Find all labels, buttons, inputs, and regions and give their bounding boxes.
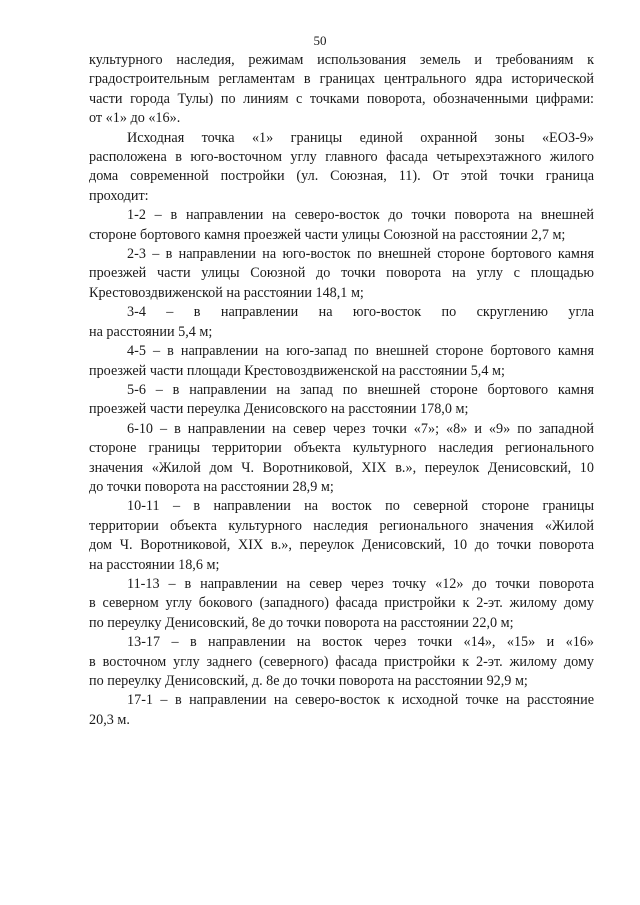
text-line: 11-13 – в направлении на север через точку «12» до точки поворота [127, 575, 594, 592]
text-line: в восточном углу заднего (северного) фасада пристройки к 2-эт. жилому дому [89, 653, 594, 670]
text-line: по переулку Денисовский, д. 8е до точки поворота на расстоянии 92,9 м; [89, 673, 528, 689]
text-line: 2-3 – в направлении на юго-восток по внешней стороне бортового камня [127, 246, 594, 263]
text-line: 1-2 – в направлении на северо-восток до точки поворота на внешней [127, 207, 594, 224]
text-line: культурного наследия, режимам использования земель и требованиям к [89, 52, 594, 68]
text-line: от «1» до «16». [89, 110, 181, 127]
text-line: Крестовоздвиженской на расстоянии 148,1 м; [89, 284, 364, 301]
text-line: проезжей части улицы Союзной до точки поворота на углу с площадью [89, 265, 594, 282]
text-line: проходит: [89, 187, 149, 204]
text-line: 13-17 – в направлении на восток через точки «14», «15» и «16» [127, 634, 594, 651]
paragraph [89, 129, 594, 207]
paragraph [89, 245, 594, 303]
text-line: 17-1 – в направлении на северо-восток к исходной точке на расстояние [127, 692, 594, 709]
page-number: 50 [313, 33, 327, 48]
text-line: до точки поворота на расстоянии 28,9 м; [89, 478, 334, 495]
text-line: 4-5 – в направлении на юго-запад по внешней стороне бортового камня [127, 343, 594, 360]
text-line: Исходная точка «1» границы единой охранной зоны «ЕОЗ-9» [127, 129, 594, 146]
text-line: значения «Жилой дом Ч. Воротниковой, XIX в.», переулок Денисовский, 10 [89, 459, 594, 476]
text-line: на расстоянии 5,4 м; [89, 323, 213, 340]
text-line: на расстоянии 18,6 м; [89, 556, 220, 573]
text-line: градостроительным регламентам в границах центрального ядра исторической [89, 71, 594, 88]
text-line: дома современной постройки (ул. Союзная, 11). От этой точки граница [89, 168, 594, 185]
text-line: в северном углу бокового (западного) фасада пристройки к 2-эт. жилому дому [89, 595, 594, 612]
text-line: 6-10 – в направлении на север через точки «7»; «8» и «9» по западной [127, 420, 594, 437]
paragraph [89, 691, 594, 730]
paragraph [89, 633, 594, 691]
text-line: проезжей части площади Крестовоздвиженской на расстоянии 5,4 м; [89, 362, 505, 379]
text-line: 10-11 – в направлении на восток по северной стороне границы [127, 498, 594, 515]
paragraph [89, 206, 594, 245]
text-line: расположена в юго-восточном углу главного фасада четырехэтажного жилого [89, 149, 594, 166]
text-line: дом Ч. Воротниковой, XIX в.», переулок Денисовский, 10 до точки поворота [89, 537, 594, 554]
paragraph [89, 342, 594, 381]
paragraph [89, 497, 594, 575]
text-line: 3-4 – в направлении на юго-восток по скруглению угла [127, 304, 594, 321]
text-line: по переулку Денисовский, 8е до точки поворота на расстоянии 22,0 м; [89, 614, 514, 631]
paragraph [89, 575, 594, 633]
paragraph [89, 420, 594, 498]
text-line: территории объекта культурного наследия регионального значения «Жилой [89, 517, 594, 534]
paragraph [89, 303, 594, 342]
paragraph [89, 381, 594, 420]
text-line: проезжей части переулка Денисовского на расстоянии 178,0 м; [89, 401, 469, 418]
text-line: части города Тулы) по линиям с точками поворота, обозначенными цифрами: [89, 90, 594, 107]
paragraph [89, 51, 594, 129]
text-line: стороне бортового камня проезжей части улицы Союзной на расстоянии 2,7 м; [89, 226, 566, 243]
document-body [89, 51, 594, 730]
text-line: стороне границы территории объекта культурного наследия регионального [89, 440, 594, 457]
text-line: 20,3 м. [89, 711, 130, 728]
text-line: 5-6 – в направлении на запад по внешней стороне бортового камня [127, 381, 594, 398]
